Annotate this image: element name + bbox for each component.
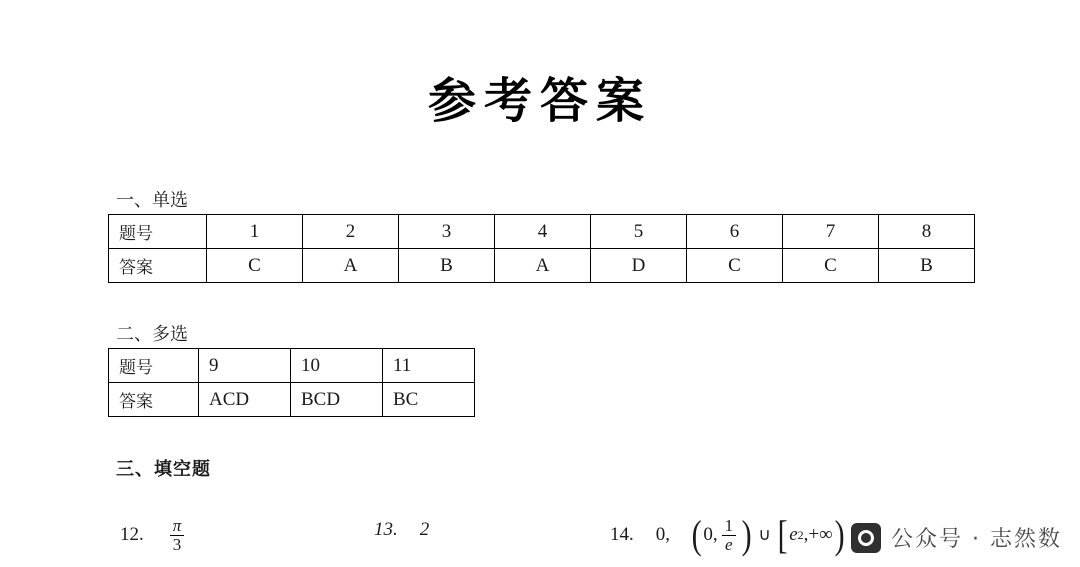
left-paren: ( (691, 512, 702, 558)
section-heading-multiple-choice: 二、多选 (116, 324, 188, 344)
fill-item-13 (374, 519, 429, 541)
table-row (109, 249, 975, 283)
answer-cell: C (783, 249, 879, 283)
right-paren-2: ) (834, 512, 845, 558)
answer-cell: B (399, 249, 495, 283)
page-title: 参考答案 (427, 73, 652, 129)
row-label-answer: 答案 (109, 249, 207, 283)
fraction-denominator: e (725, 534, 733, 554)
answer-cell: B (879, 249, 975, 283)
question-number: 11 (383, 349, 475, 383)
answer-cell: C (207, 249, 303, 283)
interval-right-exponent: 2 (797, 527, 804, 542)
row-label-number: 题号 (109, 215, 207, 249)
interval-left-endpoint: 0, (703, 524, 718, 546)
answer-cell: A (303, 249, 399, 283)
union-symbol: ∪ (758, 525, 771, 545)
table-row (109, 349, 475, 383)
row-label-number: 题号 (109, 349, 199, 383)
answer-cell: ACD (199, 383, 291, 417)
fraction-numerator: 1 (722, 517, 737, 536)
question-number: 2 (303, 215, 399, 249)
answer-cell: C (687, 249, 783, 283)
multiple-choice-answer-table (108, 348, 475, 417)
answer-value: 2 (419, 519, 430, 540)
question-number: 9 (199, 349, 291, 383)
fraction-pi-over-3 (170, 517, 185, 554)
interval-expression (690, 512, 846, 558)
question-label: 13. (374, 519, 398, 540)
section-heading-fill-in-blank: 三、填空题 (116, 459, 211, 480)
fraction-denominator: 3 (172, 534, 182, 554)
circle-logo-icon (851, 523, 881, 553)
single-choice-answer-table (108, 214, 975, 283)
question-number: 8 (879, 215, 975, 249)
question-number: 3 (399, 215, 495, 249)
left-bracket: [ (777, 512, 788, 558)
question-number: 4 (495, 215, 591, 249)
answer-cell: BC (383, 383, 475, 417)
question-label: 12. (120, 524, 144, 546)
table-row (109, 215, 975, 249)
question-number: 7 (783, 215, 879, 249)
watermark-text: 公众号 · 志然数 (891, 527, 1062, 552)
fraction-numerator: π (170, 517, 185, 536)
right-paren: ) (741, 512, 752, 558)
table-row (109, 383, 475, 417)
interval-right-base: e (789, 524, 798, 546)
question-label: 14. (610, 524, 634, 546)
question-number: 1 (207, 215, 303, 249)
section-heading-single-choice: 一、单选 (116, 190, 188, 210)
question-number: 6 (687, 215, 783, 249)
fraction-one-over-e (722, 517, 737, 554)
interval-right-tail: ,+∞ (803, 524, 833, 546)
fill-item-14 (610, 512, 846, 558)
answer-cell: D (591, 249, 687, 283)
answer-cell: A (495, 249, 591, 283)
question-number: 5 (591, 215, 687, 249)
question-number: 10 (291, 349, 383, 383)
answer-cell: BCD (291, 383, 383, 417)
answer-value-prefix: 0, (655, 524, 670, 546)
row-label-answer: 答案 (109, 383, 199, 417)
fill-item-12 (120, 517, 188, 554)
watermark (851, 522, 1062, 553)
